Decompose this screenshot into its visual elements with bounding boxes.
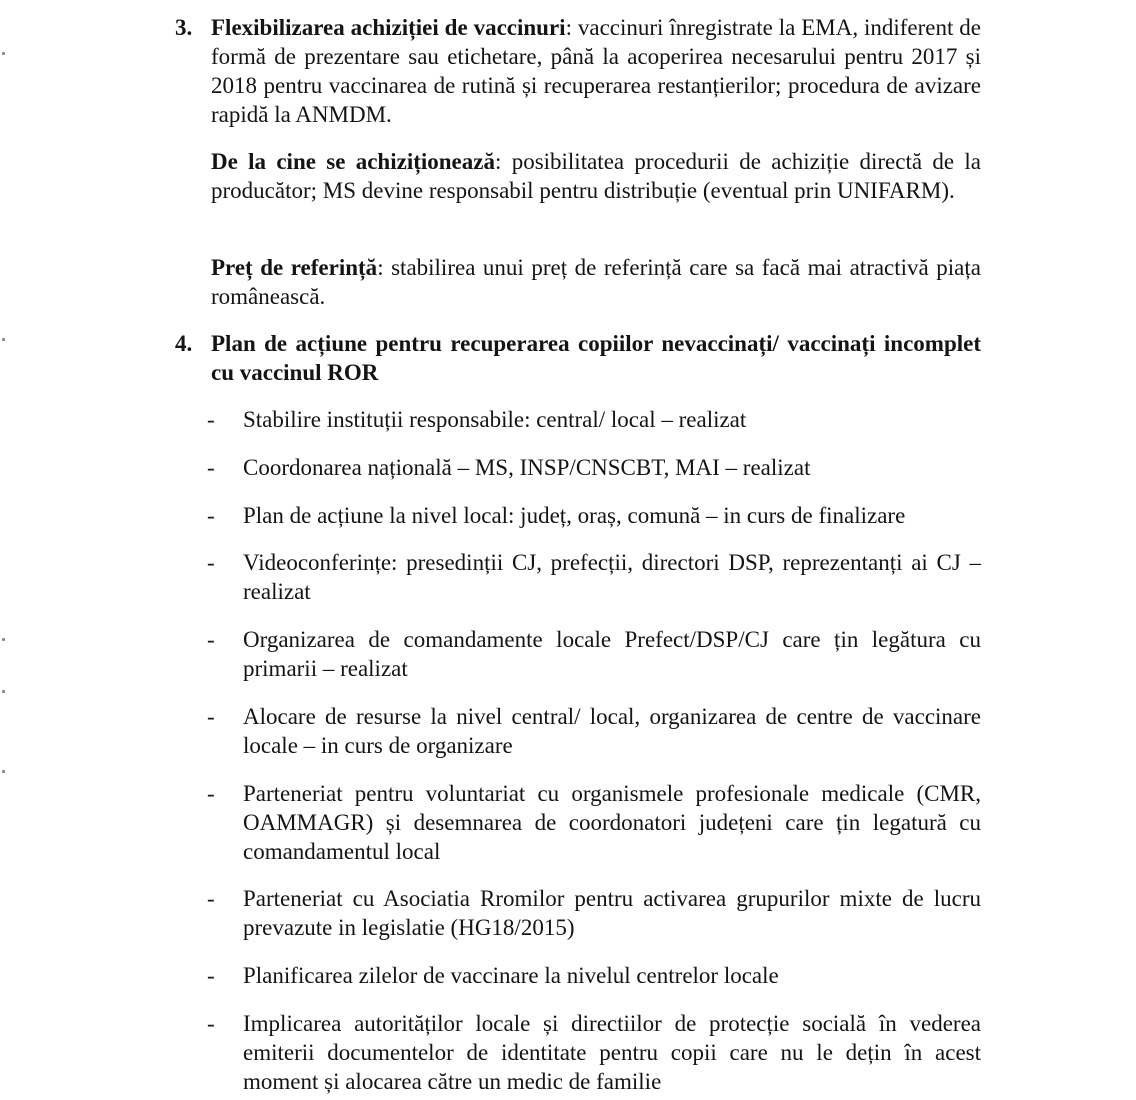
item-number: 3.: [175, 15, 193, 40]
list-item-3: [175, 13, 981, 129]
paragraph-reference-price: [211, 253, 981, 311]
dash-marker: -: [207, 886, 215, 911]
bullet-item: [207, 453, 981, 482]
bullet-item: [207, 702, 981, 760]
bullet-text: Videoconferințe: presedinții CJ, prefecții, directori DSP, reprezentanți ai CJ – realizat: [243, 550, 981, 604]
margin-mark: [2, 770, 5, 773]
bullet-text: Alocare de resurse la nivel central/ local, organizarea de centre de vaccinare locale – in curs de organizare: [243, 704, 981, 758]
item-3-text: [211, 13, 981, 129]
paragraph-reference-price-title: Preț de referință: [211, 255, 378, 280]
bullet-item: [207, 961, 981, 990]
list-item-4: [175, 329, 981, 387]
item-number: 4.: [175, 331, 193, 356]
dash-marker: -: [207, 627, 215, 652]
margin-mark: [2, 52, 5, 55]
paragraph-supplier-title: De la cine se achiziționează: [211, 149, 495, 174]
bullet-item: [207, 548, 981, 606]
bullet-item: [207, 884, 981, 942]
bullet-text: Parteneriat pentru voluntariat cu organismele profesionale medicale (CMR, OAMMAGR) și desemnarea de coordonatori județeni care țin legatură cu comandamentul local: [243, 781, 981, 864]
item-3-description: : vaccinuri înregistrate la EMA, indiferent de formă de prezentare sau etichetare, până la acoperirea necesarului pentru 2017 și 2018 pentru vaccinarea de rutină și recuperarea restanțierilor; procedura de avizare rapidă la ANMDM.: [211, 15, 981, 127]
bullet-text: Implicarea autorităților locale și directiilor de protecție socială în vederea emiterii documentelor de identitate pentru copii care nu le dețin în acest moment și alocarea către un medic de familie: [243, 1011, 981, 1094]
margin-mark: [2, 638, 5, 641]
bullet-item: [207, 779, 981, 866]
dash-marker: -: [207, 407, 215, 432]
bullet-item: [207, 405, 981, 434]
bullet-text: Parteneriat cu Asociatia Rromilor pentru activarea grupurilor mixte de lucru prevazute in legislatie (HG18/2015): [243, 886, 981, 940]
dash-marker: -: [207, 1011, 215, 1036]
margin-mark: [2, 338, 5, 341]
dash-marker: -: [207, 781, 215, 806]
bullet-item: [207, 1009, 981, 1096]
dash-marker: -: [207, 550, 215, 575]
bullet-text: Stabilire instituții responsabile: central/ local – realizat: [243, 407, 747, 432]
item-3-title: Flexibilizarea achiziției de vaccinuri: [211, 15, 566, 40]
dash-marker: -: [207, 503, 215, 528]
dash-marker: -: [207, 704, 215, 729]
paragraph-supplier-text: : posibilitatea procedurii de achiziție directă de la producător; MS devine responsabil pentru distribuție (eventual prin UNIFARM).: [211, 149, 981, 203]
bullet-item: [207, 501, 981, 530]
bullet-text: Planificarea zilelor de vaccinare la nivelul centrelor locale: [243, 963, 779, 988]
bullet-text: Plan de acțiune la nivel local: județ, oraș, comună – in curs de finalizare: [243, 503, 906, 528]
item-4-title-text: Plan de acțiune pentru recuperarea copiilor nevaccinați/ vaccinați incomplet cu vaccinul ROR: [211, 331, 981, 385]
dash-marker: -: [207, 455, 215, 480]
paragraph-supplier: [211, 147, 981, 205]
margin-mark: [2, 690, 5, 693]
bullet-text: Organizarea de comandamente locale Prefect/DSP/CJ care țin legătura cu primarii – realizat: [243, 627, 981, 681]
bullet-text: Coordonarea națională – MS, INSP/CNSCBT, MAI – realizat: [243, 455, 811, 480]
bullet-item: [207, 625, 981, 683]
paragraph-reference-price-text: : stabilirea unui preț de referință care sa facă mai atractivă piața românească.: [211, 255, 981, 309]
item-4-title: [211, 329, 981, 387]
dash-marker: -: [207, 963, 215, 988]
